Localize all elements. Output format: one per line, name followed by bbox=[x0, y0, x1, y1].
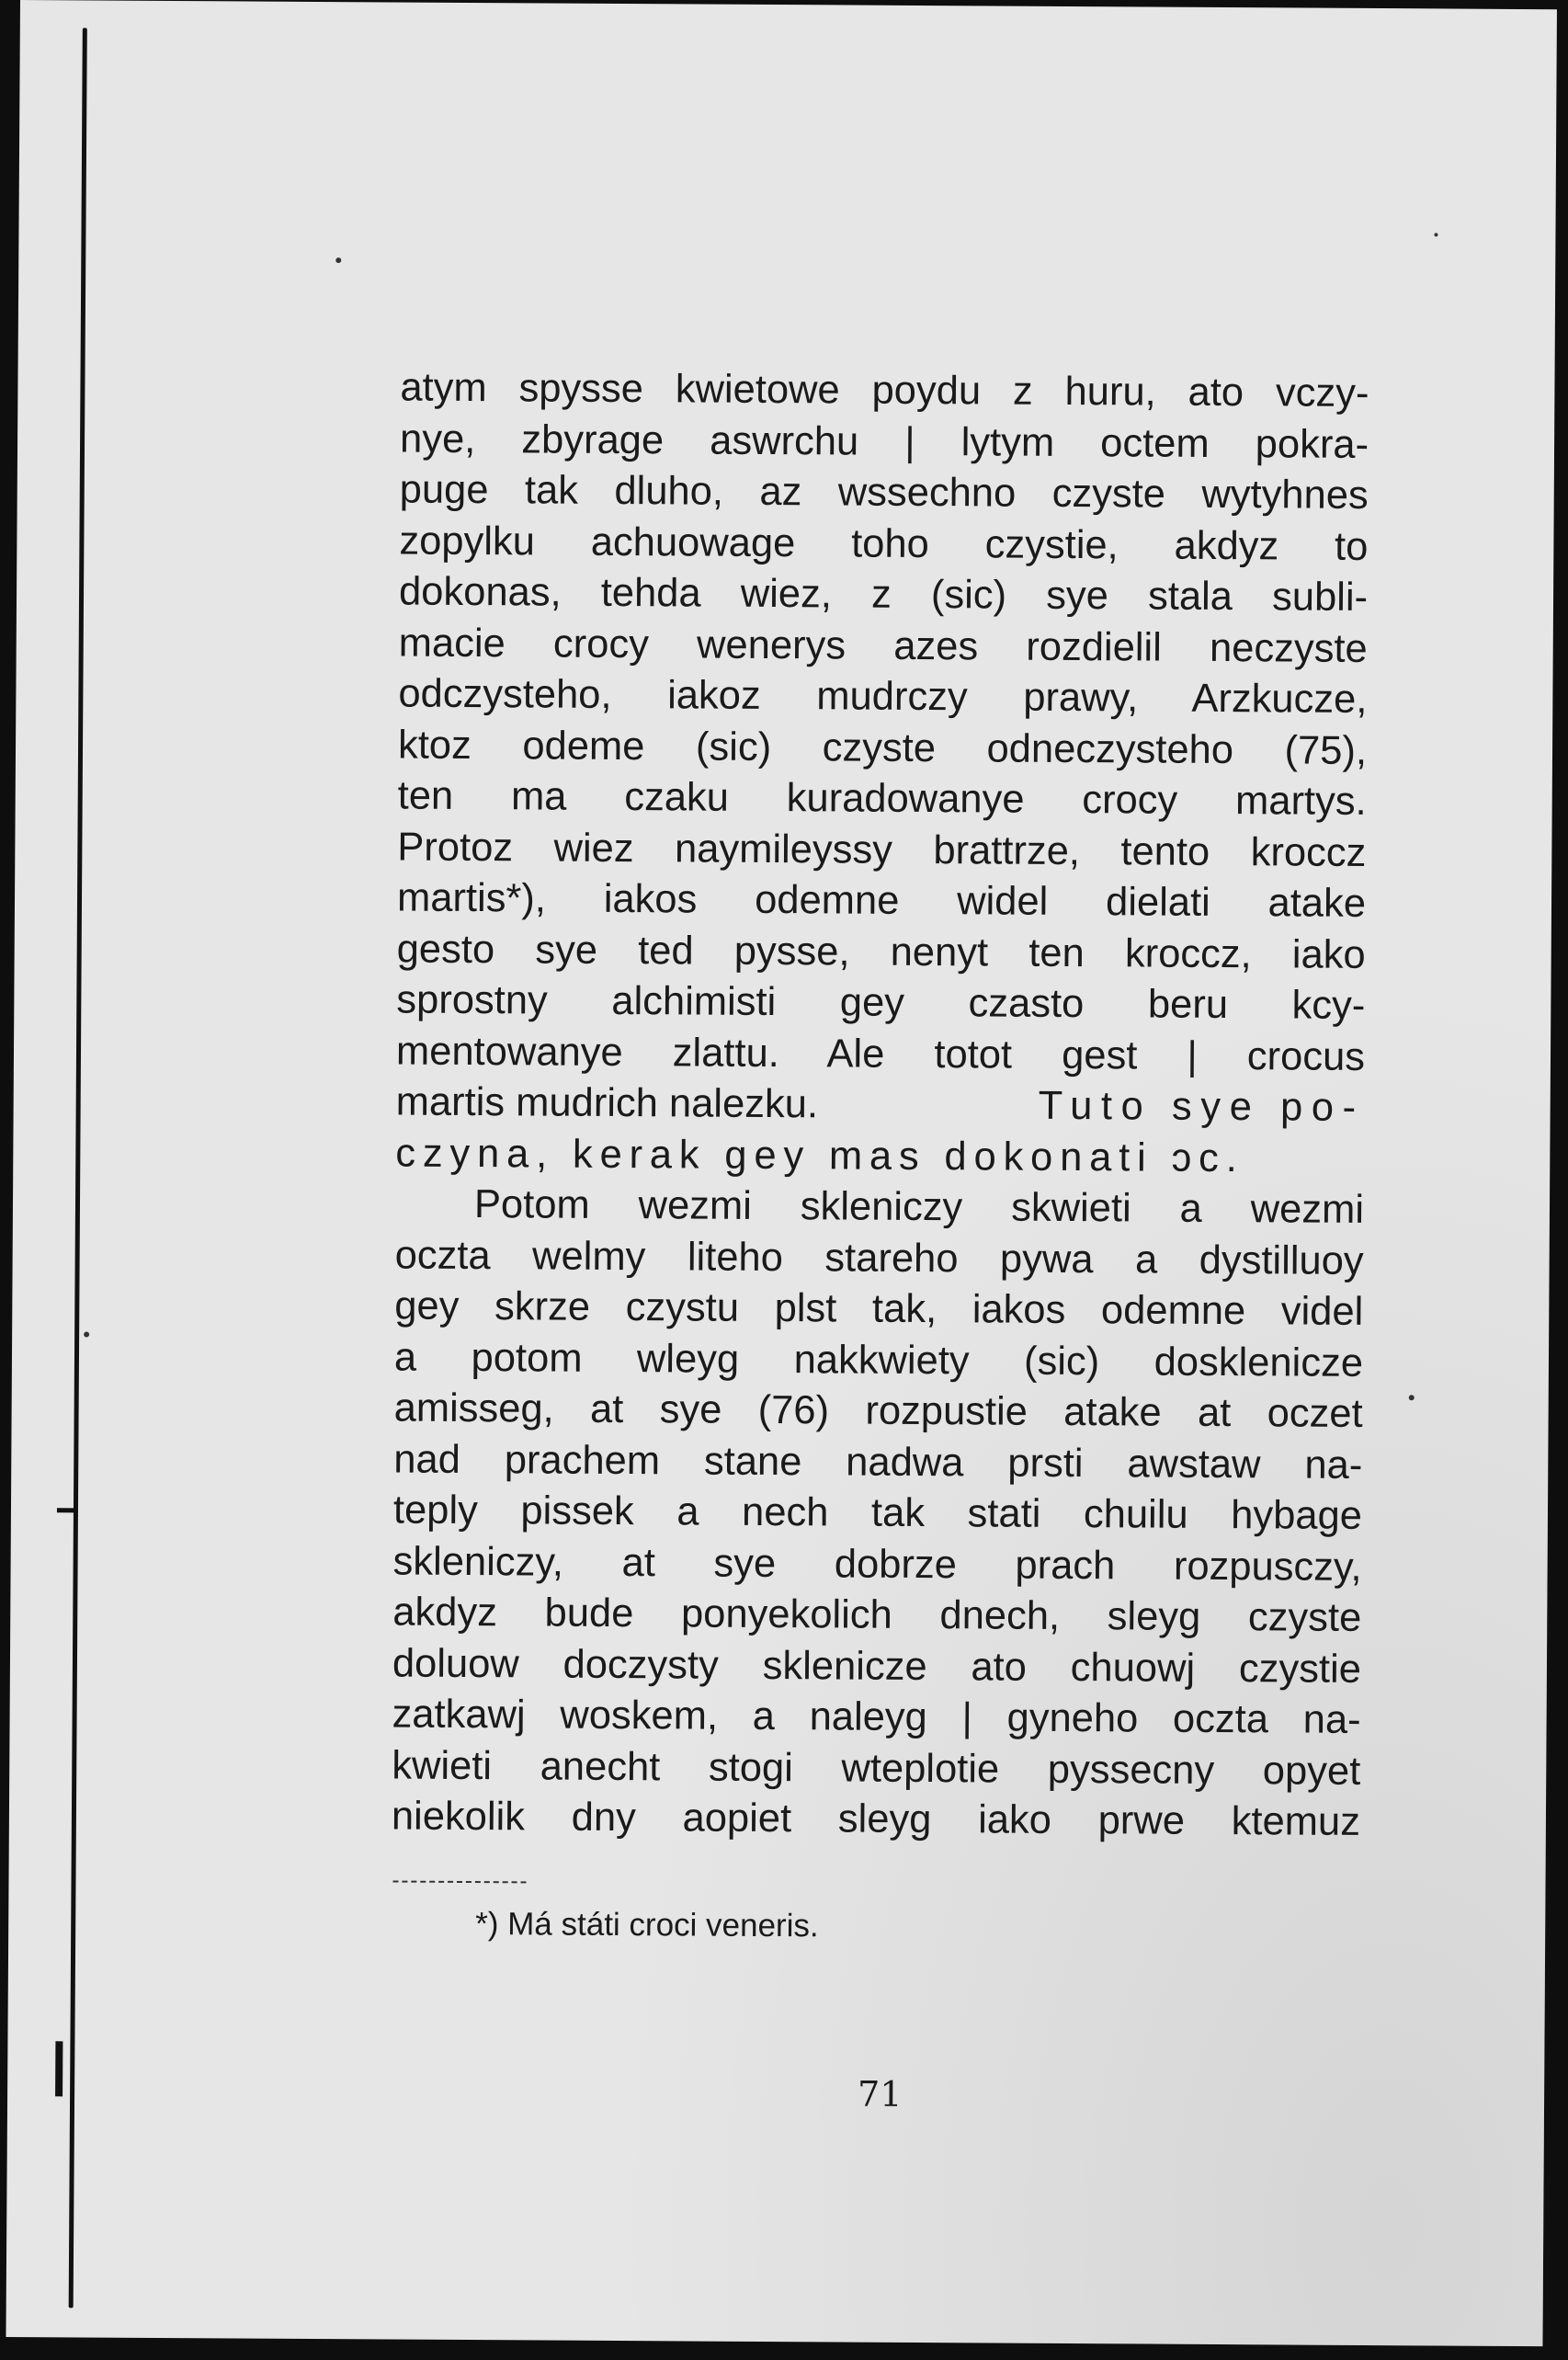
text-line: martis*), iakos odemne widel dielati atake bbox=[396, 875, 1367, 926]
text-line: doluow doczysty sklenicze ato chuowj czystie bbox=[392, 1641, 1362, 1692]
speck bbox=[1434, 233, 1437, 236]
text-line: Protoz wiez naymileyssy brattrze, tento kroccz bbox=[397, 825, 1367, 875]
speck bbox=[1409, 1395, 1415, 1400]
text-line: gesto sye ted pysse, nenyt ten kroccz, iako bbox=[396, 927, 1366, 977]
text-line: amisseg, at sye (76) rozpustie atake at oczet bbox=[393, 1385, 1363, 1436]
text-line: nye, zbyrage aswrchu | lytym octem pokra- bbox=[399, 416, 1369, 467]
text-line: ktoz odeme (sic) czyste odneczysteho (75), bbox=[397, 723, 1368, 773]
page-number: 71 bbox=[857, 2073, 903, 2115]
text-line: a potom wleyg nakkwiety (sic) dosklenicze bbox=[393, 1335, 1364, 1385]
text-line: zatkawj woskem, a naleyg | gyneho oczta na- bbox=[392, 1692, 1361, 1742]
footnote: *) Má státi croci veneris. bbox=[475, 1906, 819, 1944]
text-line: skleniczy, at sye dobrze prach rozpusczy, bbox=[392, 1539, 1362, 1590]
text-line: ten ma czaku kuradowanye crocy martys. bbox=[397, 773, 1367, 824]
text-line: gey skrze czystu plst tak, iakos odemne videl bbox=[394, 1283, 1364, 1334]
text-line: akdyz bude ponyekolich dnech, sleyg czyste bbox=[392, 1590, 1362, 1640]
text-line: puge tak dluho, az wssechno czyste wytyhnes bbox=[399, 467, 1369, 518]
text-line: nad prachem stane nadwa prsti awstaw na- bbox=[393, 1437, 1363, 1488]
text-line: odczysteho, iakoz mudrczy prawy, Arzkucze, bbox=[398, 671, 1368, 722]
text-line: dokonas, tehda wiez, z (sic) sye stala subli- bbox=[398, 569, 1369, 620]
page-spine-edge bbox=[69, 28, 87, 2308]
text-line: mentowanye zlattu. Ale totot gest | crocus bbox=[395, 1029, 1366, 1079]
speck bbox=[84, 1331, 89, 1337]
footnote-rule bbox=[393, 1881, 527, 1884]
text-line: zopylku achuowage toho czystie, akdyz to bbox=[399, 519, 1369, 569]
text-line: teply pissek a nech tak stati chuilu hybage bbox=[392, 1488, 1363, 1538]
spine-mark bbox=[55, 2041, 62, 2096]
text-line: kwieti anecht stogi wteplotie pyssecny opyet bbox=[392, 1743, 1361, 1794]
spaced-heading-text: Tuto sye po- bbox=[1038, 1083, 1365, 1130]
book-page bbox=[6, 0, 1556, 2346]
text-line: macie crocy wenerys azes rozdielil neczyste bbox=[398, 621, 1368, 671]
text-line: sprostny alchimisti gey czasto beru kcy- bbox=[396, 977, 1366, 1028]
text-line: niekolik dny aopiet sleyg iako prwe ktemuz bbox=[391, 1794, 1361, 1844]
text-line: atym spysse kwietowe poydu z huru, ato vczy- bbox=[400, 365, 1369, 416]
spine-mark bbox=[57, 1508, 77, 1512]
text-line: Potom wezmi skleniczy skwieti a wezmi bbox=[473, 1182, 1365, 1232]
text-segment: martis mudrich nalezku. bbox=[395, 1079, 819, 1127]
speck bbox=[335, 257, 341, 263]
body-text bbox=[392, 363, 1369, 1849]
text-line-mixed bbox=[396, 1077, 1365, 1134]
spaced-heading-text: czyna, kerak gey mas dokonati ɔc. bbox=[395, 1131, 1244, 1180]
text-line: oczta welmy liteho stareho pywa a dystilluoy bbox=[394, 1233, 1364, 1283]
